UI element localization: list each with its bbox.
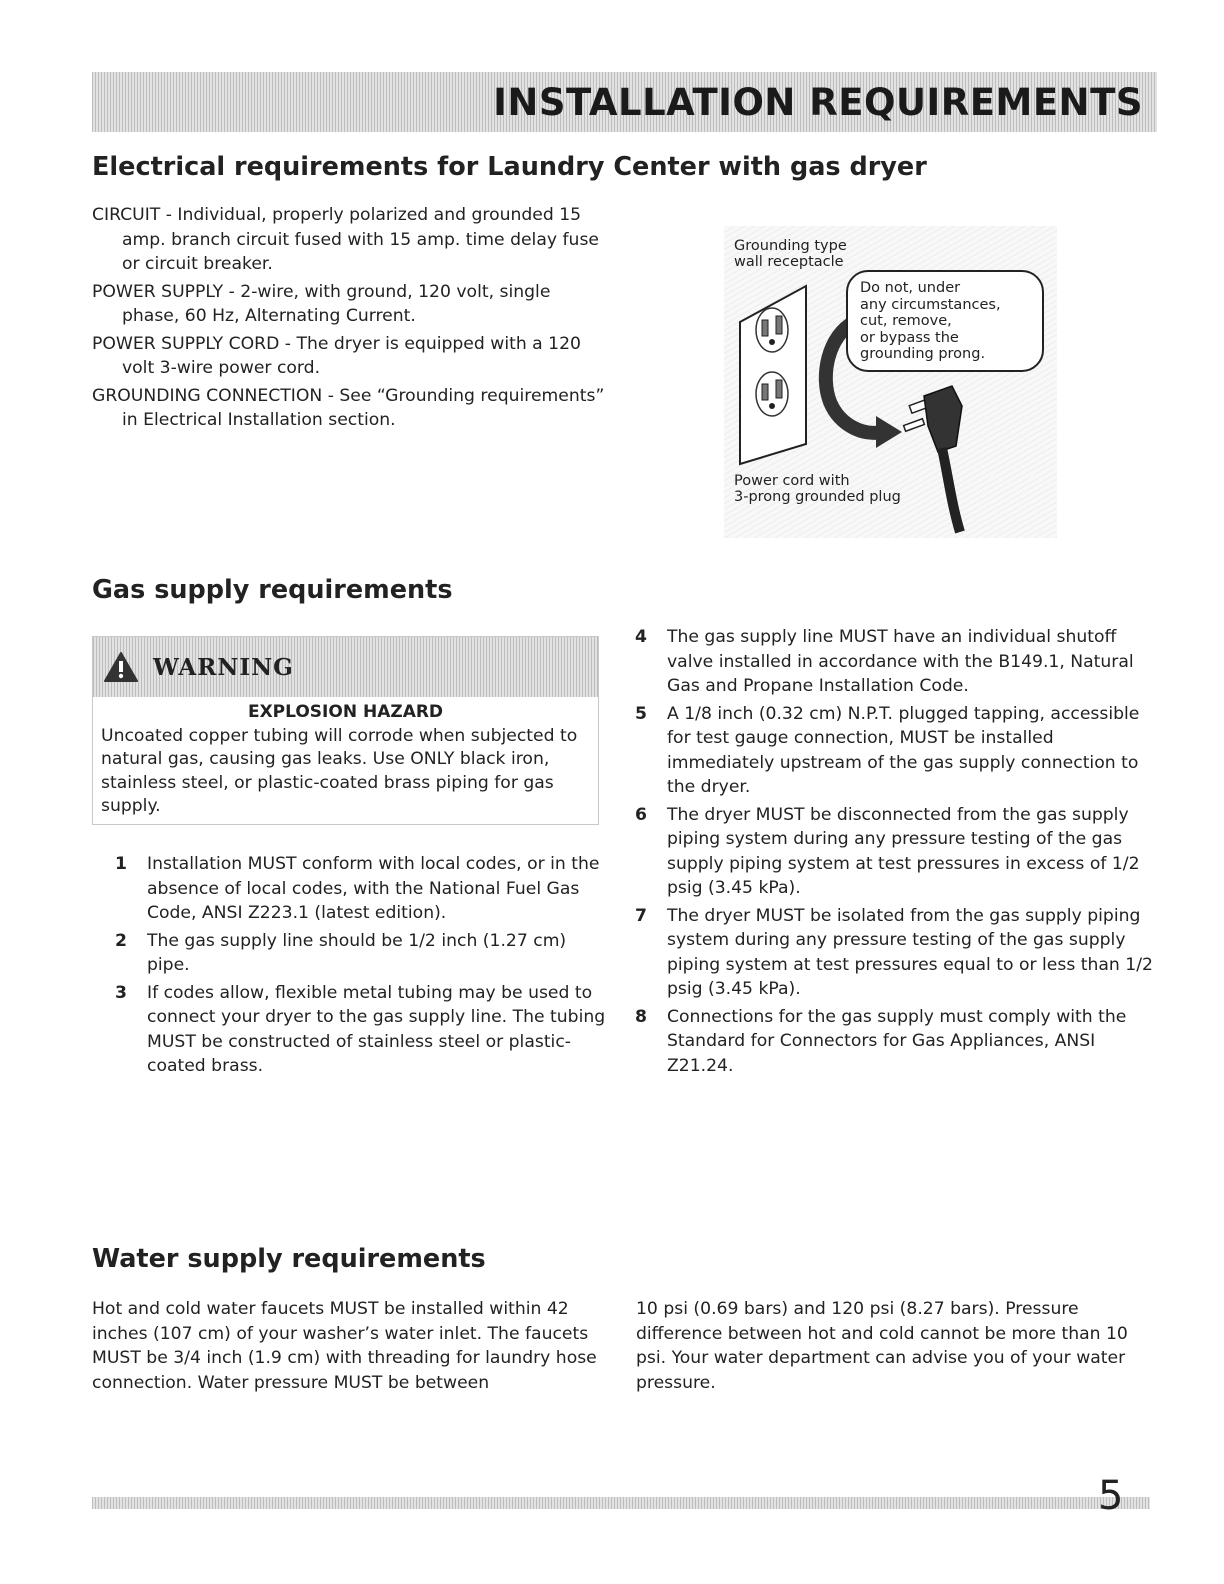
- list-item: [110, 852, 610, 926]
- electrical-requirements-list: [92, 203, 612, 436]
- power-cord-label-line-2: 3-prong grounded plug: [734, 489, 901, 505]
- callout-line: Do not, under: [860, 280, 961, 296]
- callout-line: or bypass the: [860, 329, 959, 346]
- item-number: 7: [635, 905, 647, 926]
- callout-line: any circumstances,: [860, 296, 1001, 313]
- item-text: The gas supply line should be 1/2 inch (1.27 cm) pipe.: [147, 930, 567, 975]
- callout-line: cut, remove,: [860, 313, 952, 329]
- item-number: 3: [115, 982, 127, 1003]
- list-item: [630, 625, 1155, 699]
- page-title: INSTALLATION REQUIREMENTS: [493, 80, 1143, 124]
- electrical-item-power-supply: POWER SUPPLY - 2-wire, with ground, 120 volt, single phase, 60 Hz, Alternating Current.: [92, 281, 551, 326]
- power-cord-label-line-1: Power cord with: [734, 473, 850, 489]
- receptacle-label: [734, 238, 847, 270]
- list-item: [110, 929, 610, 978]
- hazard-text: Uncoated copper tubing will corrode when subjected to natural gas, causing gas leaks. Use ONLY black iron, stainless steel, or plastic-coated brass piping for gas supply.: [101, 725, 578, 816]
- item-text: The dryer MUST be disconnected from the gas supply piping system during any pressure testing of the gas supply piping system at test pressures in excess of 1/2 psig (3.45 kPa).: [667, 804, 1140, 898]
- list-item: [630, 702, 1155, 800]
- item-text: Installation MUST conform with local codes, or in the absence of local codes, with the National Fuel Gas Code, ANSI Z223.1 (latest edition).: [147, 854, 600, 923]
- gas-heading: Gas supply requirements: [92, 575, 453, 605]
- section-header-bar: [92, 72, 1157, 132]
- electrical-item-circuit: CIRCUIT - Individual, properly polarized and grounded 15 amp. branch circuit fused with 15 amp. time delay fuse or circuit breaker.: [92, 205, 599, 274]
- item-text: The dryer MUST be isolated from the gas supply piping system during any pressure testing of the gas supply piping system at test pressures equal to or less than 1/2 psig (3.45 kPa).: [667, 905, 1153, 999]
- warning-body: [93, 697, 598, 819]
- item-text: Connections for the gas supply must comply with the Standard for Connectors for Gas Appliances, ANSI Z21.24.: [667, 1006, 1127, 1076]
- warning-header: [93, 637, 598, 697]
- grounding-illustration: [724, 226, 1057, 538]
- item-text: A 1/8 inch (0.32 cm) N.P.T. plugged tapping, accessible for test gauge connection, MUST be installed immediately upstream of the gas supply connection to the dryer.: [667, 703, 1140, 797]
- electrical-item-power-cord: POWER SUPPLY CORD - The dryer is equipped with a 120 volt 3-wire power cord.: [92, 333, 581, 378]
- item-number: 6: [635, 804, 647, 825]
- power-cord-label: [734, 473, 901, 505]
- item-number: 2: [115, 930, 127, 951]
- gas-requirements-list-left: [110, 852, 610, 1082]
- item-number: 1: [115, 854, 127, 874]
- receptacle-label-line-2: wall receptacle: [734, 254, 844, 270]
- item-number: 5: [635, 703, 647, 724]
- list-item: [110, 981, 610, 1079]
- hazard-title: EXPLOSION HAZARD: [247, 702, 444, 722]
- item-text: If codes allow, flexible metal tubing may be used to connect your dryer to the gas supply line. The tubing MUST be constructed of stainless steel or plastic-coated brass.: [147, 982, 606, 1076]
- explosion-hazard-warning: [92, 636, 599, 825]
- page-number: 5: [1098, 1473, 1124, 1519]
- water-heading: Water supply requirements: [92, 1244, 486, 1274]
- electrical-heading: Electrical requirements for Laundry Center with gas dryer: [92, 152, 927, 182]
- item-text: The gas supply line MUST have an individual shutoff valve installed in accordance with the B149.1, Natural Gas and Propane Installation Code.: [667, 627, 1134, 696]
- list-item: [630, 803, 1155, 901]
- list-item: [630, 1005, 1155, 1079]
- gas-requirements-list-right: [630, 625, 1155, 1081]
- list-item: [630, 904, 1155, 1002]
- item-number: 4: [635, 627, 647, 647]
- callout-line: grounding prong.: [860, 346, 986, 362]
- warning-title: WARNING: [153, 653, 294, 681]
- water-text-right: 10 psi (0.69 bars) and 120 psi (8.27 bars). Pressure difference between hot and cold cannot be more than 10 psi. Your water department can advise you of your water pressure.: [636, 1299, 1128, 1393]
- warning-triangle-icon: [103, 651, 139, 683]
- electrical-item-grounding: GROUNDING CONNECTION - See “Grounding requirements” in Electrical Installation section.: [92, 385, 605, 430]
- receptacle-label-line-1: Grounding type: [734, 238, 847, 254]
- water-text-left: Hot and cold water faucets MUST be installed within 42 inches (107 cm) of your washer’s water inlet. The faucets MUST be 3/4 inch (1.9 cm) with threading for laundry hose connection. Water pressure MUST be between: [92, 1299, 597, 1393]
- footer-bar: [92, 1497, 1150, 1509]
- grounding-prong-callout: [846, 270, 1044, 372]
- item-number: 8: [635, 1006, 647, 1027]
